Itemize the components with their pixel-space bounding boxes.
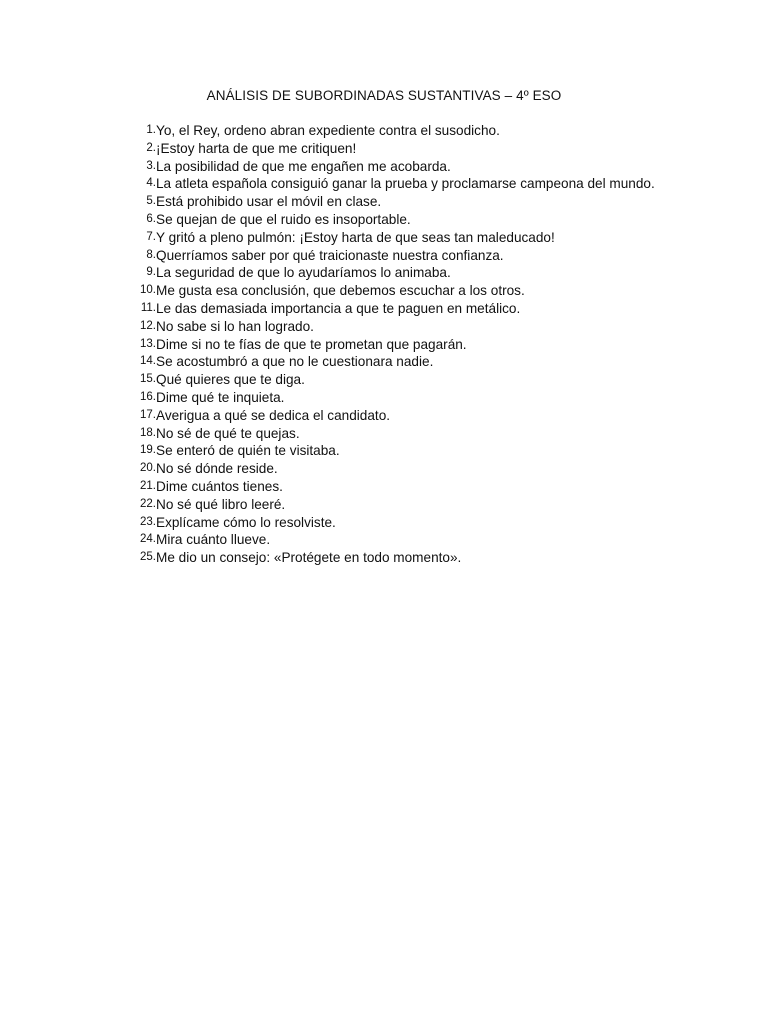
list-item [110, 193, 658, 211]
item-number-label: 6. [146, 212, 156, 225]
list-item [110, 353, 658, 371]
list-item [110, 211, 658, 229]
item-sentence: Dime qué te inquieta. [156, 389, 285, 405]
item-number [110, 514, 156, 532]
list-item [110, 247, 658, 265]
item-sentence: Y gritó a pleno pulmón: ¡Estoy harta de que seas tan maleducado! [156, 229, 555, 245]
item-number [110, 300, 156, 318]
item-number [110, 175, 156, 193]
item-number [110, 549, 156, 567]
item-number [110, 229, 156, 247]
item-number-label: 1. [146, 124, 156, 136]
item-sentence: Dime cuántos tienes. [156, 478, 283, 494]
list-item [110, 371, 658, 389]
item-sentence: Le das demasiada importancia a que te paguen en metálico. [156, 300, 521, 316]
item-number [110, 318, 156, 336]
item-number-label: 16. [140, 390, 156, 403]
item-number [110, 122, 156, 140]
list-item [110, 425, 658, 443]
item-number-label: 4. [146, 177, 156, 190]
item-sentence: Me gusta esa conclusión, que debemos escuchar a los otros. [156, 283, 525, 299]
item-number-label: 23. [140, 515, 156, 528]
item-sentence: No sé dónde reside. [156, 461, 278, 477]
item-number-label: 5. [146, 195, 156, 208]
item-sentence: No sé de qué te quejas. [156, 425, 300, 441]
item-number-label: 20. [140, 462, 156, 475]
item-sentence: Mira cuánto llueve. [156, 532, 271, 548]
item-number-label: 3. [146, 159, 156, 172]
item-number-label: 11. [140, 301, 156, 314]
list-item [110, 140, 658, 158]
item-number [110, 211, 156, 229]
list-item [110, 407, 658, 425]
item-sentence: No sé qué libro leeré. [156, 496, 286, 512]
item-number-label: 25. [140, 551, 156, 564]
list-item [110, 389, 658, 407]
item-sentence: Yo, el Rey, ordeno abran expediente contra el susodicho. [156, 123, 500, 138]
list-item [110, 549, 658, 567]
item-number [110, 531, 156, 549]
list-item [110, 514, 658, 532]
item-number [110, 140, 156, 158]
item-number-label: 17. [140, 408, 156, 421]
item-number [110, 193, 156, 211]
item-sentence: Está prohibido usar el móvil en clase. [156, 194, 382, 210]
document-title: ANÁLISIS DE SUBORDINADAS SUSTANTIVAS – 4º ESO [206, 88, 562, 103]
item-number [110, 282, 156, 300]
item-number [110, 478, 156, 496]
sentence-list [110, 122, 658, 567]
item-number-label: 8. [146, 248, 156, 261]
item-number-label: 10. [140, 284, 156, 297]
item-number-label: 12. [140, 319, 156, 332]
item-number [110, 425, 156, 443]
list-item [110, 478, 658, 496]
item-number [110, 247, 156, 265]
list-item [110, 336, 658, 354]
list-item [110, 531, 658, 549]
item-number-label: 9. [146, 266, 156, 279]
item-number-label: 19. [140, 444, 156, 457]
list-item [110, 122, 658, 140]
item-number-label: 22. [140, 497, 156, 510]
item-sentence: La seguridad de que lo ayudaríamos lo animaba. [156, 265, 451, 281]
item-number [110, 336, 156, 354]
item-number [110, 407, 156, 425]
item-sentence: Qué quieres que te diga. [156, 372, 305, 388]
list-item [110, 282, 658, 300]
item-sentence: Se acostumbró a que no le cuestionara nadie. [156, 354, 434, 370]
item-number [110, 158, 156, 176]
item-number-label: 24. [140, 533, 156, 546]
item-number [110, 496, 156, 514]
item-number-label: 14. [140, 355, 156, 368]
item-number-label: 18. [140, 426, 156, 439]
item-sentence: Querríamos saber por qué traicionaste nuestra confianza. [156, 247, 504, 263]
item-number-label: 7. [146, 230, 156, 243]
item-sentence: Me dio un consejo: «Protégete en todo momento». [156, 550, 462, 566]
list-item [110, 175, 658, 193]
item-number-label: 13. [140, 337, 156, 350]
item-sentence: Averigua a qué se dedica el candidato. [156, 407, 391, 423]
list-item [110, 318, 658, 336]
item-sentence: La atleta española consiguió ganar la prueba y proclamarse campeona del mundo. [156, 176, 655, 192]
item-sentence: Se enteró de quién te visitaba. [156, 443, 340, 459]
list-item [110, 229, 658, 247]
list-item [110, 442, 658, 460]
list-item [110, 300, 658, 318]
item-sentence: Dime si no te fías de que te prometan que pagarán. [156, 336, 467, 352]
item-sentence: No sabe si lo han logrado. [156, 318, 314, 334]
item-number [110, 353, 156, 371]
item-sentence: La posibilidad de que me engañen me acobarda. [156, 158, 451, 174]
item-sentence: ¡Estoy harta de que me critiquen! [156, 140, 357, 156]
item-number [110, 442, 156, 460]
list-item [110, 460, 658, 478]
item-number-label: 21. [140, 479, 156, 492]
item-number-label: 15. [140, 373, 156, 386]
item-sentence: Se quejan de que el ruido es insoportable. [156, 211, 411, 227]
list-item [110, 158, 658, 176]
list-item [110, 264, 658, 282]
list-item [110, 496, 658, 514]
item-number [110, 389, 156, 407]
item-number-label: 2. [146, 141, 156, 154]
item-number [110, 460, 156, 478]
item-number [110, 371, 156, 389]
item-number [110, 264, 156, 282]
item-sentence: Explícame cómo lo resolviste. [156, 514, 336, 530]
